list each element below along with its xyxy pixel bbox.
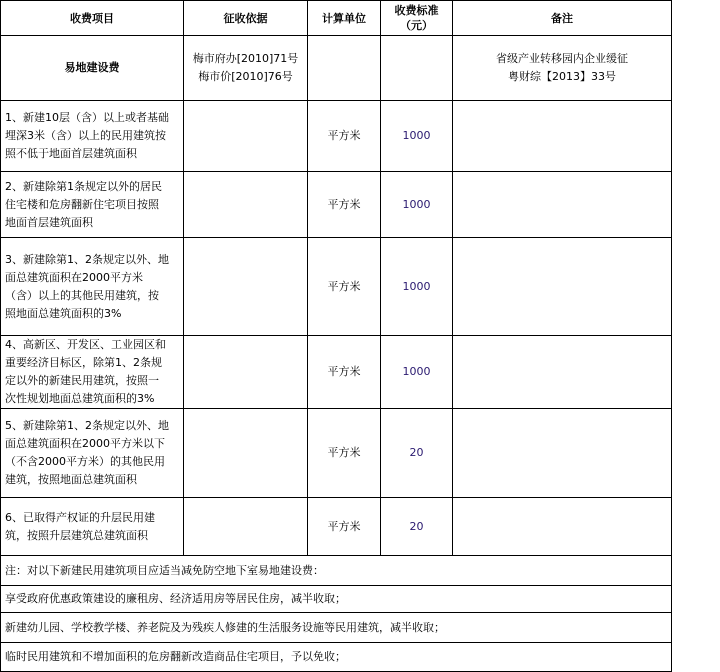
fee-basis-line1: 梅市府办[2010]71号 [192,52,299,65]
row-item-line: 照不低于地面首层建筑面积 [5,147,137,160]
row-item [1,101,184,172]
table-row [1,101,672,172]
header-standard [381,1,453,36]
row-remark-empty [453,409,672,498]
row-item-line: 重要经济目标区，除第1、2条规 [5,356,162,369]
row-item [1,238,184,336]
row-item-line: 面总建筑面积在2000平方米以下 [5,437,165,450]
note-row [1,643,672,672]
fee-unit-empty [308,36,381,101]
header-item: 收费项目 [1,1,184,36]
row-item [1,498,184,556]
header-unit: 计算单位 [308,1,381,36]
row-item-line: 6、已取得产权证的升层民用建 [5,510,155,524]
row-standard: 1000 [381,101,453,172]
row-item-line: 面总建筑面积在2000平方米 [5,270,143,284]
row-remark-empty [453,172,672,238]
fee-name-row [1,36,672,101]
row-item-line: 1、新建10层（含）以上或者基础 [5,111,169,124]
row-standard: 1000 [381,238,453,336]
row-item [1,409,184,498]
row-unit: 平方米 [308,498,381,556]
table-row [1,238,672,336]
row-standard: 20 [381,409,453,498]
note-text: 临时民用建筑和不增加面积的危房翻新改造商品住宅项目，予以免收； [1,643,672,672]
row-remark-empty [453,238,672,336]
note-row [1,556,672,586]
row-item-line: 2、新建除第1条规定以外的居民 [5,179,162,193]
note-text: 享受政府优惠政策建设的廉租房、经济适用房等居民住房，减半收取； [1,586,672,613]
header-basis: 征收依据 [184,1,308,36]
header-remark: 备注 [453,1,672,36]
table-row [1,172,672,238]
row-unit: 平方米 [308,172,381,238]
fee-remark-line2: 粤财综【2013】33号 [508,70,616,83]
row-item-line: 3、新建除第1、2条规定以外、地 [5,252,169,266]
fee-standard-empty [381,36,453,101]
row-basis-empty [184,238,308,336]
row-item-line: 住宅楼和危房翻新住宅项目按照 [5,197,159,211]
row-unit: 平方米 [308,336,381,409]
row-basis-empty [184,336,308,409]
row-item-line: （含）以上的其他民用建筑，按 [5,288,159,302]
fee-basis-line2: 梅市价[2010]76号 [198,70,293,83]
row-remark-empty [453,101,672,172]
row-remark-empty [453,498,672,556]
fee-name: 易地建设费 [1,36,184,101]
row-item-line: 地面首层建筑面积 [5,215,93,229]
row-standard: 20 [381,498,453,556]
table-row [1,336,672,409]
row-basis-empty [184,101,308,172]
note-text: 新建幼儿园、学校教学楼、养老院及为残疾人修建的生活服务设施等民用建筑，减半收取； [1,613,672,643]
row-item-line: （不含2000平方米）的其他民用 [5,455,165,468]
row-item-line: 4、高新区、开发区、工业园区和 [5,338,166,351]
note-row [1,613,672,643]
row-item-line: 照地面总建筑面积的3% [5,306,122,320]
row-item-line: 次性规划地面总建筑面积的3% [5,392,155,405]
row-remark-empty [453,336,672,409]
note-row [1,586,672,613]
header-standard-line2: （元） [400,19,433,32]
row-item [1,336,184,409]
row-item-line: 建筑，按照地面总建筑面积 [5,473,137,486]
note-text: 注：对以下新建民用建筑项目应适当减免防空地下室易地建设费： [1,556,672,586]
row-item-line: 定以外的新建民用建筑，按照一 [5,374,159,387]
fee-basis [184,36,308,101]
row-item [1,172,184,238]
row-basis-empty [184,409,308,498]
header-standard-line1: 收费标准 [394,4,439,17]
header-row [1,1,672,36]
row-unit: 平方米 [308,238,381,336]
table-row [1,498,672,556]
table-row [1,409,672,498]
row-item-line: 筑，按照升层建筑总建筑面积 [5,528,148,542]
row-unit: 平方米 [308,409,381,498]
row-item-line: 埋深3米（含）以上的民用建筑按 [5,129,166,142]
row-item-line: 5、新建除第1、2条规定以外、地 [5,419,169,432]
row-basis-empty [184,172,308,238]
row-standard: 1000 [381,172,453,238]
row-standard: 1000 [381,336,453,409]
row-basis-empty [184,498,308,556]
fee-remark [453,36,672,101]
fee-remark-line1: 省级产业转移园内企业缓征 [496,52,628,65]
row-unit: 平方米 [308,101,381,172]
